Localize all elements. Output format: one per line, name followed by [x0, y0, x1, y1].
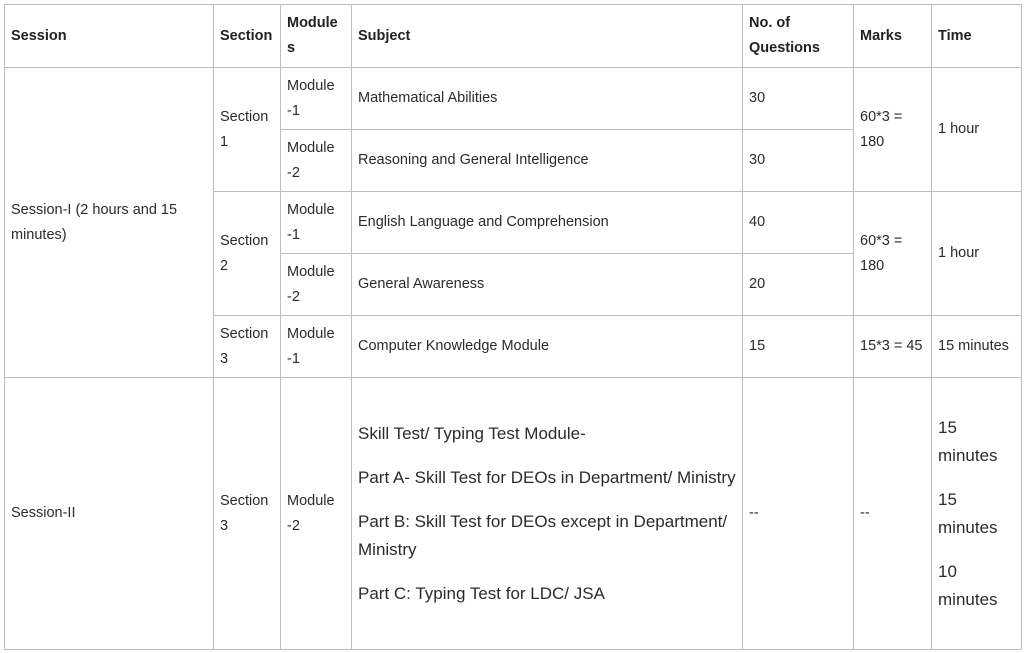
subject-line: Skill Test/ Typing Test Module-	[358, 423, 586, 443]
section1-name: Section 1	[214, 68, 281, 192]
header-subject: Subject	[352, 5, 743, 68]
time-line: 15 minutes	[938, 489, 998, 537]
session2-module: Module -2	[281, 378, 352, 650]
module-cell: Module -1	[281, 68, 352, 130]
questions-cell: 15	[743, 316, 854, 378]
session2-questions: --	[743, 378, 854, 650]
module-cell: Module -1	[281, 192, 352, 254]
header-section: Section	[214, 5, 281, 68]
section2-time: 1 hour	[932, 192, 1022, 316]
session2-section: Section 3	[214, 378, 281, 650]
section1-marks: 60*3 = 180	[854, 68, 932, 192]
session2-subject	[352, 378, 743, 650]
section3-time: 15 minutes	[932, 316, 1022, 378]
subject-line: Part B: Skill Test for DEOs except in Department/ Ministry	[358, 511, 728, 559]
session2-name: Session-II	[5, 378, 214, 650]
section3-marks: 15*3 = 45	[854, 316, 932, 378]
session1-name: Session-I (2 hours and 15 minutes)	[5, 68, 214, 378]
header-session: Session	[5, 5, 214, 68]
subject-cell: Computer Knowledge Module	[352, 316, 743, 378]
time-line: 10 minutes	[938, 561, 998, 609]
subject-cell: Reasoning and General Intelligence	[352, 130, 743, 192]
header-marks: Marks	[854, 5, 932, 68]
module-cell: Module -2	[281, 254, 352, 316]
header-modules: Modules	[281, 5, 352, 68]
subject-cell: General Awareness	[352, 254, 743, 316]
session2-times	[932, 378, 1022, 650]
table-row	[5, 378, 1022, 650]
subject-line: Part A- Skill Test for DEOs in Department/ Ministry	[358, 467, 736, 487]
header-time: Time	[932, 5, 1022, 68]
time-line: 15 minutes	[938, 417, 998, 465]
header-questions: No. of Questions	[743, 5, 854, 68]
section2-marks: 60*3 = 180	[854, 192, 932, 316]
subject-cell: English Language and Comprehension	[352, 192, 743, 254]
questions-cell: 40	[743, 192, 854, 254]
section2-name: Section 2	[214, 192, 281, 316]
section1-time: 1 hour	[932, 68, 1022, 192]
session2-marks: --	[854, 378, 932, 650]
section3-name: Section 3	[214, 316, 281, 378]
module-cell: Module -2	[281, 130, 352, 192]
questions-cell: 30	[743, 68, 854, 130]
exam-pattern-table	[4, 4, 1022, 650]
subject-line: Part C: Typing Test for LDC/ JSA	[358, 583, 605, 603]
questions-cell: 20	[743, 254, 854, 316]
questions-cell: 30	[743, 130, 854, 192]
table-header-row	[5, 5, 1022, 68]
table-row	[5, 68, 1022, 130]
subject-cell: Mathematical Abilities	[352, 68, 743, 130]
module-cell: Module -1	[281, 316, 352, 378]
